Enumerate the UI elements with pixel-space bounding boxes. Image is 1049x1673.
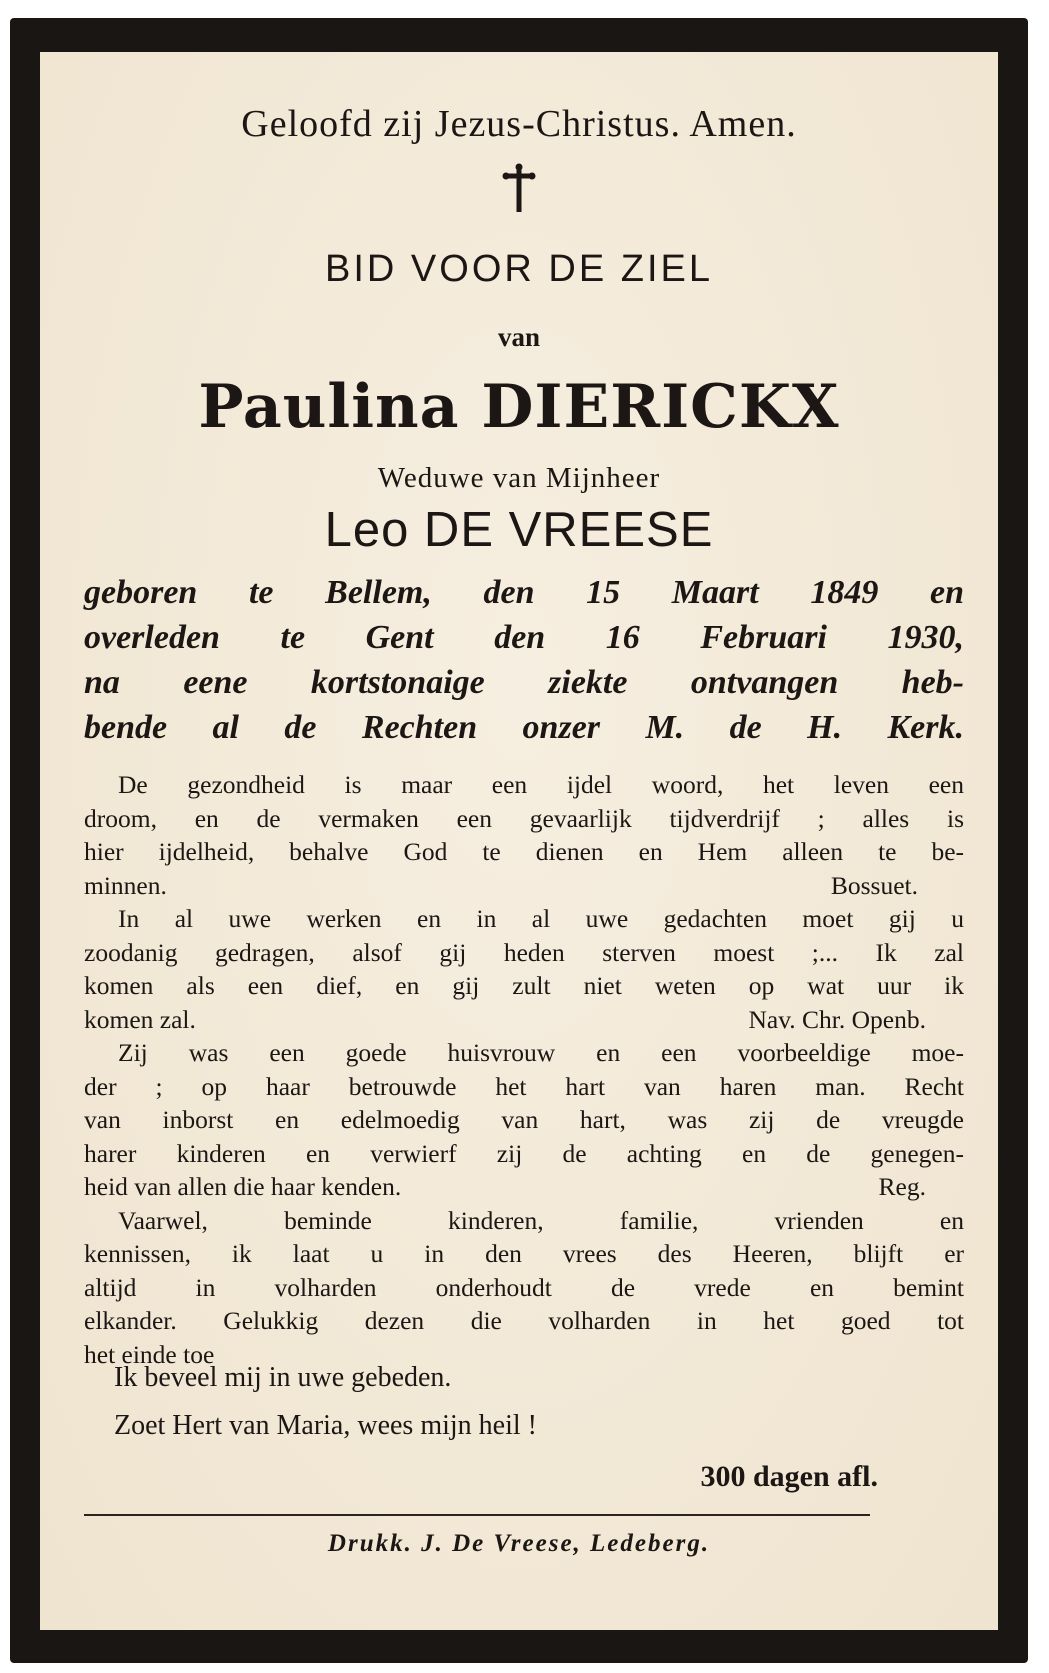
quote-source: Nav. Chr. Openb. [748,1004,926,1034]
card-paper [40,52,998,1630]
paragraph-end [84,869,964,903]
text-line: De gezondheid is maar een ijdel woord, het leven een [118,770,964,799]
cross-icon [40,162,998,219]
text-line: het einde toe [84,1339,215,1369]
text-line: elkander. Gelukkig dezen die volharden in het goed tot [84,1306,964,1335]
paragraph-end [84,1003,964,1037]
text-line: minnen. [84,870,167,900]
widow-of-label: Weduwe van Mijnheer [377,462,661,494]
life-line: bende al de Rechten onzer M. de H. Kerk. [84,709,964,746]
prayer-request: Ik beveel mij in uwe gebeden. [114,1362,452,1393]
quote-source: Bossuet. [830,870,918,900]
text-line: kennissen, ik laat u in den vrees des Heeren, blijft er [84,1239,964,1268]
reflection-text [84,768,964,1371]
quote-source: Reg. [878,1172,926,1201]
text-line: droom, en de vermaken een gevaarlijk tijdverdrijf ; alles is [84,803,964,833]
memorial-card [10,18,1028,1663]
husband-name: Leo DE VREESE [324,503,714,557]
invocation: Zoet Hert van Maria, wees mijn heil ! [114,1410,537,1441]
life-line: geboren te Bellem, den 15 Maart 1849 en [84,574,964,611]
motto: Geloofd zij Jezus-Christus. Amen. [241,103,797,145]
deceased-name: Paulina DIERICKX [198,372,840,442]
text-line: In al uwe werken en in al uwe gedachten moet gij u [118,904,964,933]
van-label: van [497,322,541,352]
text-line: komen als een dief, en gij zult niet weten op wat uur ik [84,971,964,1000]
text-line: der ; op haar betrouwde het hart van haren man. Recht [84,1071,964,1101]
heading: BID VOOR DE ZIEL [325,248,713,290]
printer-credit: Drukk. J. De Vreese, Ledeberg. [327,1530,711,1557]
paragraph-end [84,1170,964,1204]
text-line: van inborst en edelmoedig van hart, was zij de vreugde [84,1105,964,1134]
life-line: na eene kortstonaige ziekte ontvangen heb- [84,664,964,701]
text-line: Zij was een goede huisvrouw en een voorbeeldige moe- [118,1038,964,1067]
divider [84,1514,870,1516]
text-line: Vaarwel, beminde kinderen, familie, vrienden en [118,1205,964,1235]
text-line: harer kinderen en verwierf zij de achting en de genegen- [84,1138,964,1168]
text-line: zoodanig gedragen, alsof gij heden sterven moest ;... Ik zal [84,937,964,967]
text-line: hier ijdelheid, behalve God te dienen en Hem alleen te be- [84,837,964,866]
life-line: overleden te Gent den 16 Februari 1930, [84,619,964,656]
indulgence-note: 300 dagen afl. [700,1460,878,1493]
life-details [84,570,964,750]
text-line: heid van allen die haar kenden. [84,1172,402,1201]
text-line: komen zal. [84,1004,196,1034]
text-line: altijd in volharden onderhoudt de vrede en bemint [84,1272,964,1302]
